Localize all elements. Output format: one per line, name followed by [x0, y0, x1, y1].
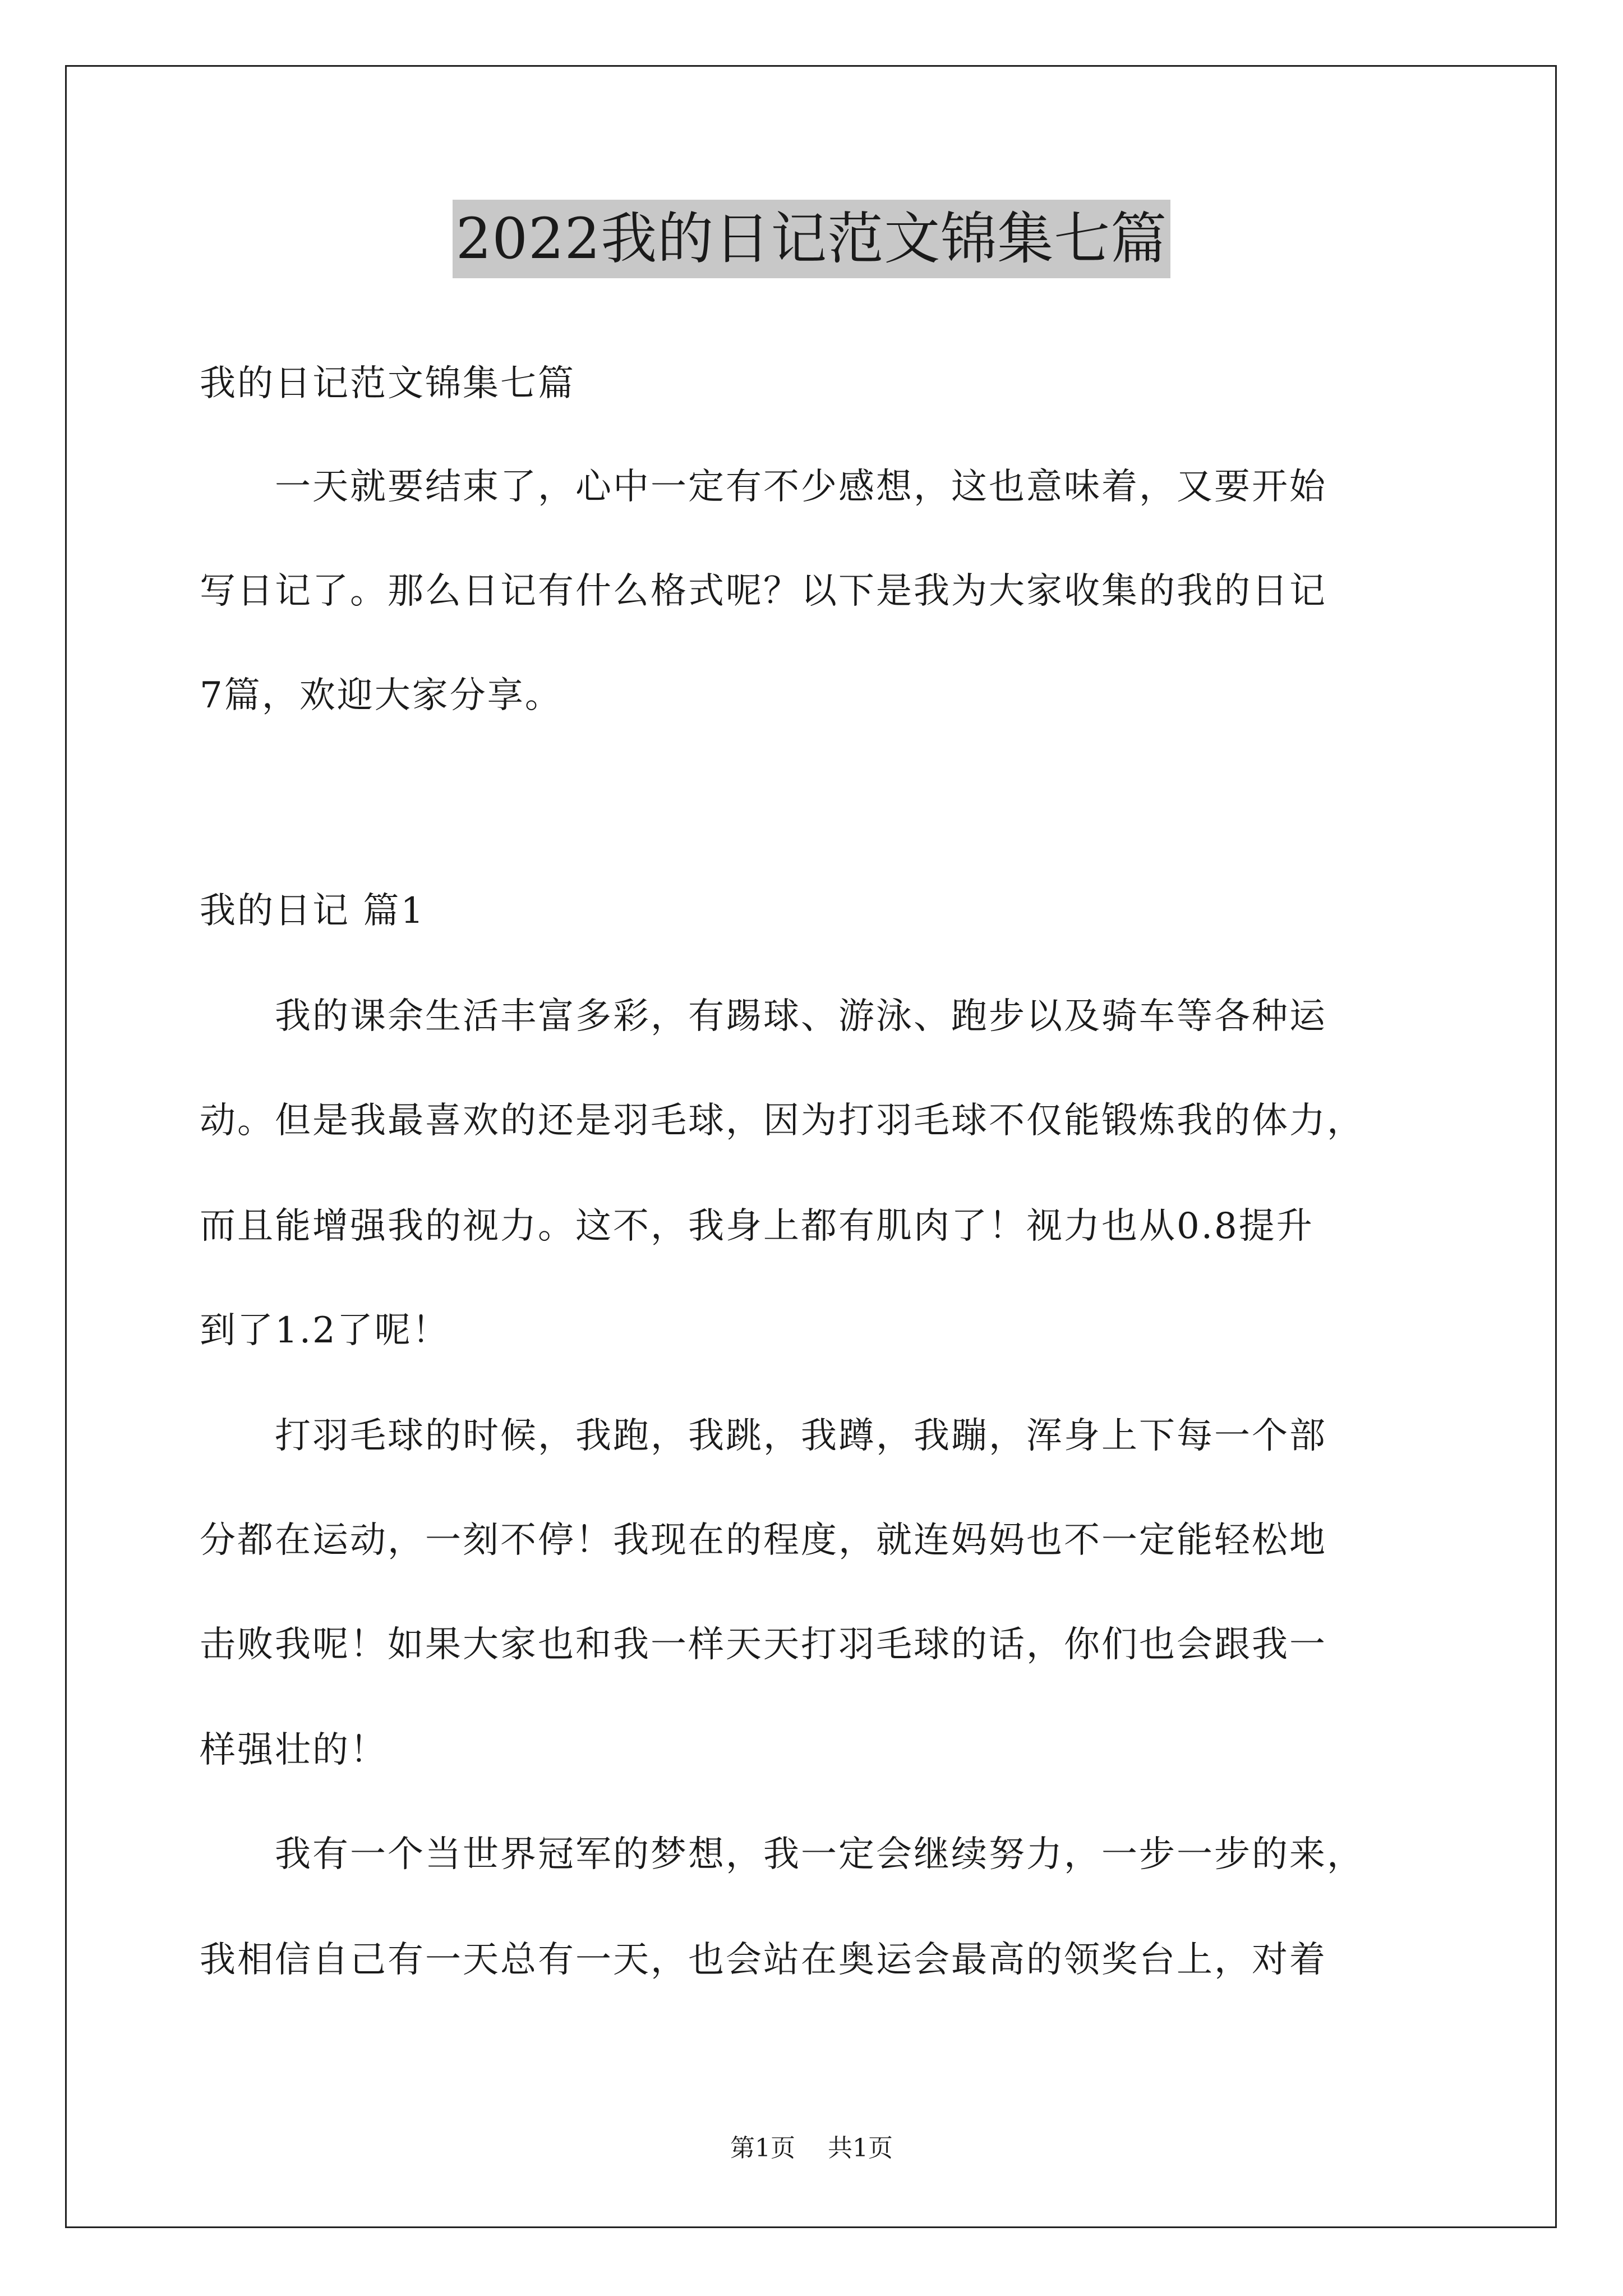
paragraph-line: 我有一个当世界冠军的梦想，我一定会继续努力，一步一步的来， — [200, 1834, 1364, 1875]
paragraph-line: 击败我呢！如果大家也和我一样天天打羽毛球的话，你们也会跟我一 — [200, 1624, 1327, 1665]
paragraph-line: 7篇，欢迎大家分享。 — [200, 675, 562, 716]
paragraph-line: 写日记了。那么日记有什么格式呢？以下是我为大家收集的我的日记 — [200, 570, 1327, 612]
document-title — [0, 200, 1623, 278]
page-total: 共1页 — [828, 2134, 893, 2162]
paragraph-line: 动。但是我最喜欢的还是羽毛球，因为打羽毛球不仅能锻炼我的体力， — [200, 1100, 1364, 1142]
page-number: 第1页 — [730, 2134, 795, 2162]
paragraph-line: 到了1.2了呢！ — [200, 1310, 450, 1351]
paragraph-line: 我的课余生活丰富多彩，有踢球、游泳、跑步以及骑车等各种运 — [200, 996, 1327, 1037]
paragraph-line: 打羽毛球的时候，我跑，我跳，我蹲，我蹦，浑身上下每一个部 — [200, 1415, 1327, 1457]
paragraph-line: 我相信自己有一天总有一天，也会站在奥运会最高的领奖台上，对着 — [200, 1939, 1327, 1981]
page-footer — [0, 2132, 1623, 2165]
document-title-text: 2022我的日记范文锦集七篇 — [453, 200, 1171, 278]
paragraph-line: 样强壮的！ — [200, 1729, 388, 1771]
paragraph-line: 分都在运动，一刻不停！我现在的程度，就连妈妈也不一定能轻松地 — [200, 1520, 1327, 1561]
section-heading: 我的日记 篇1 — [200, 890, 426, 932]
subtitle-line: 我的日记范文锦集七篇 — [200, 363, 575, 404]
paragraph-line: 而且能增强我的视力。这不，我身上都有肌肉了！视力也从0.8提升 — [200, 1205, 1314, 1247]
paragraph-line: 一天就要结束了，心中一定有不少感想，这也意味着，又要开始 — [200, 466, 1327, 508]
